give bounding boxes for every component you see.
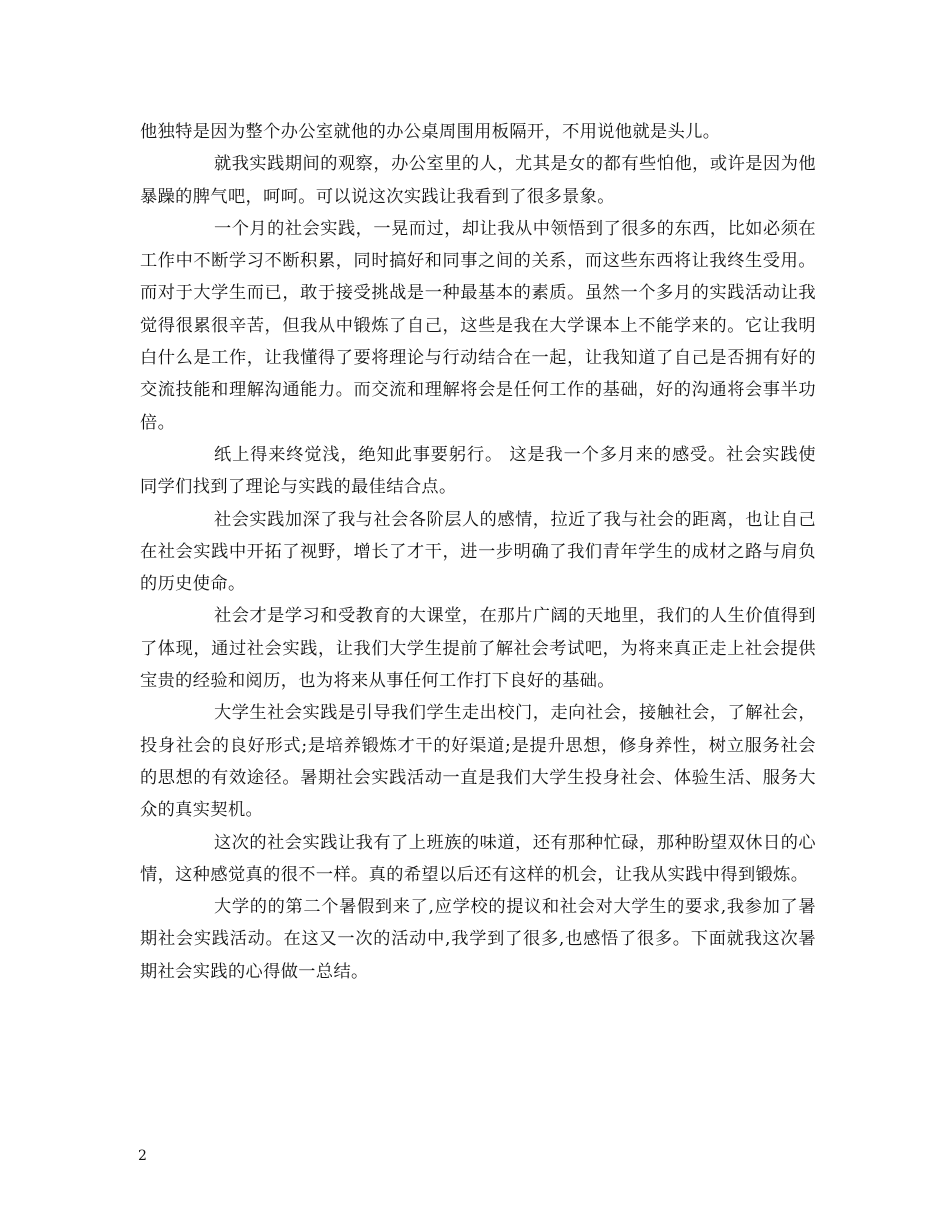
paragraph: 社会实践加深了我与社会各阶层人的感情，拉近了我与社会的距离，也让自己在社会实践中开拓了视野，增长了才干，进一步明确了我们青年学生的成材之路与肩负的历史使命。 (140, 509, 816, 595)
paragraph-continuation: 他独特是因为整个办公室就他的办公桌周围用板隔开，不用说他就是头儿。 (140, 122, 721, 142)
paragraph: 这次的社会实践让我有了上班族的味道，还有那种忙碌，那种盼望双休日的心情，这种感觉真的很不一样。真的希望以后还有这样的机会，让我从实践中得到锻炼。 (140, 832, 816, 885)
paragraph: 社会才是学习和受教育的大课堂，在那片广阔的天地里，我们的人生价值得到了体现，通过社会实践，让我们大学生提前了解社会考试吧，为将来真正走上社会提供宝贵的经验和阅历，也为将来从事任何工作打下良好的基础。 (140, 606, 816, 692)
paragraph: 一个月的社会实践，一晃而过，却让我从中领悟到了很多的东西，比如必须在工作中不断学习不断积累，同时搞好和同事之间的关系，而这些东西将让我终生受用。而对于大学生而已，敢于接受挑战是一种最基本的素质。虽然一个多月的实践活动让我觉得很累很辛苦，但我从中锻炼了自己，这些是我在大学课本上不能学来的。它让我明白什么是工作，让我懂得了要将理论与行动结合在一起，让我知道了自己是否拥有好的交流技能和理解沟通能力。而交流和理解将会是任何工作的基础，好的沟通将会事半功倍。 (140, 218, 816, 433)
page-number: 2 (138, 1148, 147, 1164)
paragraph: 大学生社会实践是引导我们学生走出校门，走向社会，接触社会，了解社会，投身社会的良好形式;是培养锻炼才干的好渠道;是提升思想，修身养性，树立服务社会的思想的有效途径。暑期社会实践活动一直是我们大学生投身社会、体验生活、服务大众的真实契机。 (140, 703, 816, 821)
body-text (140, 116, 816, 988)
paragraph: 就我实践期间的观察，办公室里的人，尤其是女的都有些怕他，或许是因为他暴躁的脾气吧，呵呵。可以说这次实践让我看到了很多景象。 (140, 154, 816, 207)
paragraph: 纸上得来终觉浅，绝知此事要躬行。 这是我一个多月来的感受。社会实践使同学们找到了理论与实践的最佳结合点。 (140, 444, 816, 498)
paragraph: 大学的的第二个暑假到来了,应学校的提议和社会对大学生的要求,我参加了暑期社会实践活动。在这又一次的活动中,我学到了很多,也感悟了很多。下面就我这次暑期社会实践的心得做一总结。 (140, 897, 816, 982)
